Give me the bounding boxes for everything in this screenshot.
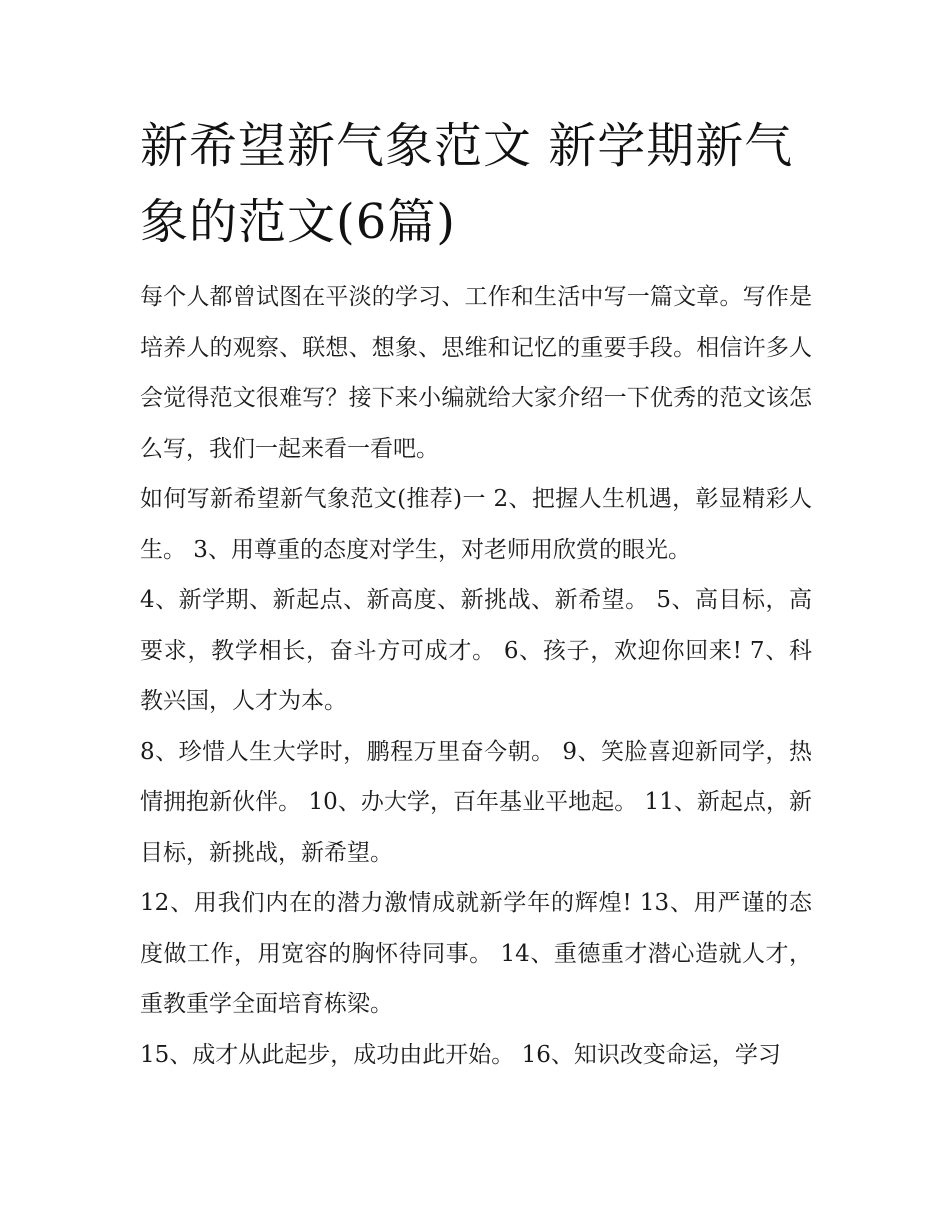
body-paragraph-4: 12、用我们内在的潜力激情成就新学年的辉煌! 13、用严谨的态度做工作，用宽容的胸怀待同事。 14、重德重才潜心造就人才，重教重学全面培育栋梁。 <box>140 890 812 1017</box>
body-paragraph-2: 4、新学期、新起点、新高度、新挑战、新希望。 5、高目标，高要求，教学相长，奋斗方可成才。 6、孩子，欢迎你回来! 7、科教兴国，人才为本。 <box>140 587 812 714</box>
body-paragraph-1: 如何写新希望新气象范文(推荐)一 2、把握人生机遇，彰显精彩人生。 3、用尊重的态度对学生，对老师用欣赏的眼光。 <box>140 486 812 563</box>
intro-paragraph: 每个人都曾试图在平淡的学习、工作和生活中写一篇文章。写作是培养人的观察、联想、想象、思维和记忆的重要手段。相信许多人会觉得范文很难写？接下来小编就给大家介绍一下优秀的范文该怎么写，我们一起来看一看吧。 <box>140 284 812 462</box>
body-paragraph-5: 15、成才从此起步，成功由此开始。 16、知识改变命运，学习 <box>140 1041 781 1068</box>
body-paragraph-3: 8、珍惜人生大学时，鹏程万里奋今朝。 9、笑脸喜迎新同学，热情拥抱新伙伴。 10、办大学，百年基业平地起。 11、新起点，新目标，新挑战，新希望。 <box>140 738 812 866</box>
page-title: 新希望新气象范文 新学期新气象的范文(6篇) <box>140 118 794 250</box>
